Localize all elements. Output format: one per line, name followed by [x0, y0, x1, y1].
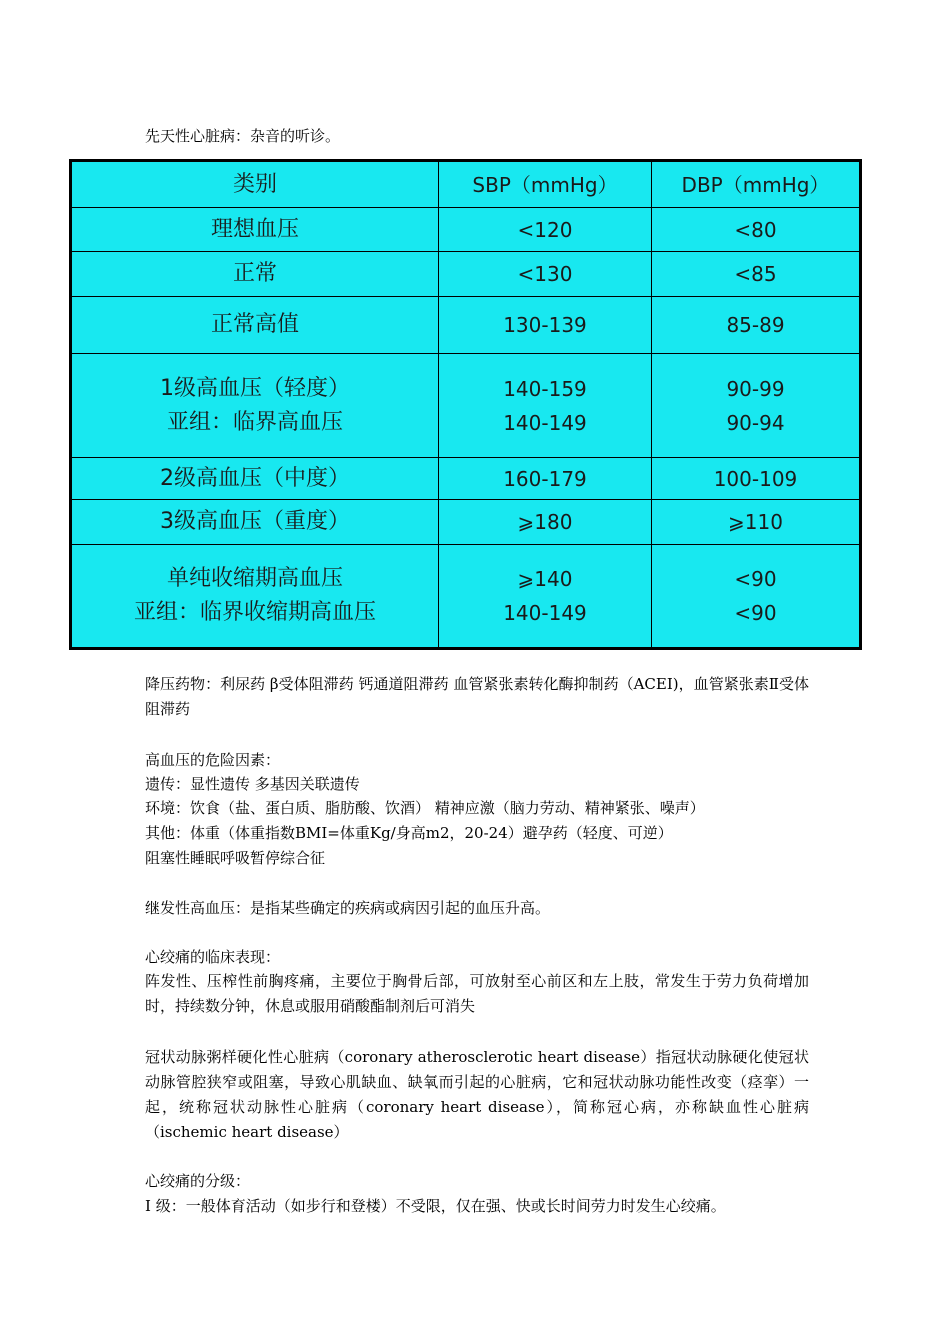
category-cell: 3级高血压（重度）: [71, 500, 439, 545]
dbp-cell: [652, 354, 861, 458]
category-cell: [71, 545, 439, 649]
dbp-cell: [652, 545, 861, 649]
category-line: 亚组：临界收缩期高血压: [133, 600, 376, 625]
risk-line-genetic: 遗传：显性遗传 多基因关联遗传: [145, 775, 360, 793]
dbp-cell: 85-89: [652, 297, 861, 354]
grading-title: 心绞痛的分级：: [145, 1172, 251, 1190]
sbp-cell: 160-179: [439, 458, 652, 500]
dbp-cell: <80: [652, 208, 861, 252]
category-cell: [71, 354, 439, 458]
category-line: 1级高血压（轻度）: [160, 375, 350, 401]
intro-text: 先天性心脏病：杂音的听诊。: [145, 127, 341, 145]
angina-description: 阵发性、压榨性前胸疼痛，主要位于胸骨后部，可放射至心前区和左上肢，常发生于劳力负荷增加时，持续数分钟，休息或服用硝酸酯制剂后可消失: [145, 972, 809, 1015]
category-line: 单纯收缩期高血压: [166, 566, 343, 591]
grade-1-text: Ⅰ 级：一般体育活动（如步行和登楼）不受限，仅在强、快或长时间劳力时发生心绞痛。: [145, 1197, 726, 1215]
drugs-paragraph: 降压药物：利尿药 β受体阻滞药 钙通道阻滞药 血管紧张素转化酶抑制药（ACEI)，血管紧张素Ⅱ受体阻滞药: [145, 675, 809, 718]
header-sbp: SBP（mmHg）: [439, 161, 652, 208]
sbp-line: ⩾140: [517, 567, 573, 591]
risk-line-other: 其他：体重（体重指数BMI=体重Kg/身高m2，20-24）避孕药（轻度、可逆）: [145, 824, 673, 842]
dbp-line: 90-94: [726, 410, 785, 435]
table-row: [71, 354, 861, 458]
table-row: [71, 500, 861, 545]
angina-title: 心绞痛的临床表现：: [145, 948, 281, 966]
dbp-line: <90: [734, 567, 777, 591]
table-row: [71, 545, 861, 649]
dbp-cell: ⩾110: [652, 500, 861, 545]
category-cell: 2级高血压（中度）: [71, 458, 439, 500]
table-header-row: [71, 161, 861, 208]
category-line: 亚组：临界高血压: [166, 409, 343, 435]
sbp-line: 140-149: [503, 410, 587, 435]
sbp-cell: 130-139: [439, 297, 652, 354]
header-category: 类别: [71, 161, 439, 208]
dbp-line: 90-99: [726, 376, 785, 401]
sbp-cell: <120: [439, 208, 652, 252]
sbp-line: 140-159: [503, 376, 587, 401]
risk-title: 高血压的危险因素：: [145, 751, 281, 769]
category-cell: 理想血压: [71, 208, 439, 252]
dbp-cell: 100-109: [652, 458, 861, 500]
table-row: [71, 458, 861, 500]
chd-description: 冠状动脉粥样硬化性心脏病（coronary atherosclerotic heart disease）指冠状动脉硬化使冠状动脉管腔狭窄或阻塞，导致心肌缺血、缺氧而引起的心脏病，它和冠状动脉功能性改变（痉挛）一起，统称冠状动脉性心脏病（coronary heart disease），简称冠心病，亦称缺血性心脏病（ischemic heart disease）: [145, 1048, 809, 1141]
table-row: [71, 252, 861, 297]
header-dbp: DBP（mmHg）: [652, 161, 861, 208]
risk-line-environment: 环境：饮食（盐、蛋白质、脂肪酸、饮酒） 精神应激（脑力劳动、精神紧张、噪声）: [145, 799, 705, 817]
risk-line-osa: 阻塞性睡眠呼吸暂停综合征: [145, 849, 326, 867]
table-row: [71, 297, 861, 354]
category-cell: 正常: [71, 252, 439, 297]
table-row: [71, 208, 861, 252]
sbp-cell: [439, 354, 652, 458]
sbp-line: 140-149: [503, 601, 587, 625]
secondary-hypertension: 继发性高血压：是指某些确定的疾病或病因引起的血压升高。: [145, 899, 551, 917]
dbp-cell: <85: [652, 252, 861, 297]
sbp-cell: ⩾180: [439, 500, 652, 545]
sbp-cell: <130: [439, 252, 652, 297]
blood-pressure-table: [69, 159, 862, 650]
sbp-cell: [439, 545, 652, 649]
dbp-line: <90: [734, 601, 777, 625]
category-cell: 正常高值: [71, 297, 439, 354]
